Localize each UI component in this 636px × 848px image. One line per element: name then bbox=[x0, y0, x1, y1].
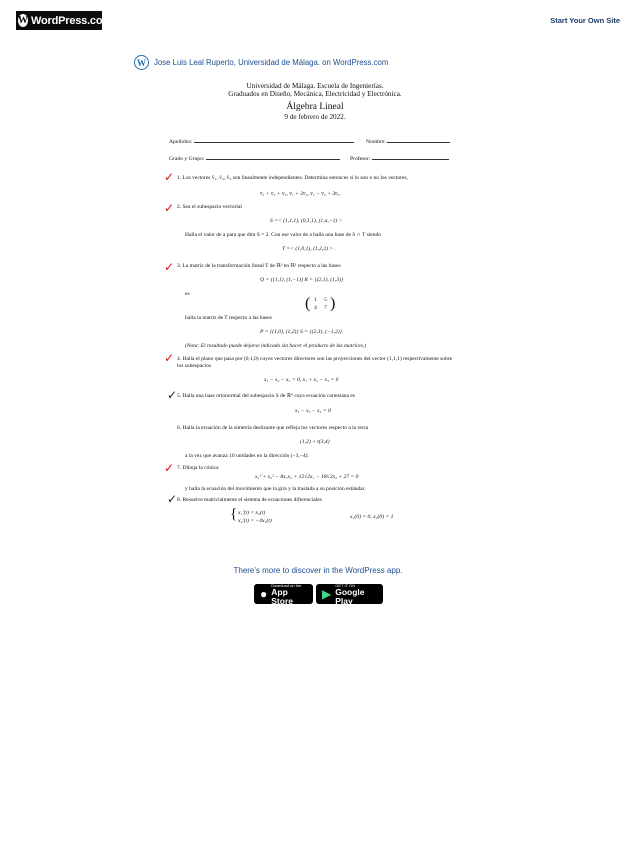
q8-equation-1: x₁′(t) = x₂(t) bbox=[238, 510, 266, 516]
question-6: 6. Halla la ecuación de la simetría deslizante que refleja los vectores respecto a la recta bbox=[177, 425, 369, 431]
google-play-icon: ▶ bbox=[322, 587, 332, 601]
question-2: 2. Sea el subespacio vectorial bbox=[177, 204, 242, 210]
nombre-blank bbox=[387, 137, 450, 143]
app-store-small-text: Download on the bbox=[271, 582, 302, 588]
q3-es: es bbox=[185, 291, 190, 297]
question-3: 3. La matriz de la transformación lineal T de ℝ² en ℝ² respecto a las bases bbox=[177, 263, 341, 269]
apellidos-field bbox=[169, 137, 354, 145]
profesor-label: Profesor: bbox=[350, 156, 371, 162]
matrix-right-paren: ) bbox=[330, 295, 336, 312]
matrix-cell: 7 bbox=[324, 305, 327, 311]
q6-text-2: a la vez que avanza 10 unidades en la dirección (−3,−4). bbox=[185, 453, 309, 459]
apellidos-label: Apellidos: bbox=[169, 139, 193, 145]
profesor-field bbox=[350, 154, 449, 162]
profesor-blank bbox=[372, 154, 449, 160]
checkmark-5: ✓ bbox=[167, 388, 178, 402]
q3-text-2: halla la matriz de T respecto a las bases bbox=[185, 315, 272, 321]
checkmark-7: ✓ bbox=[164, 461, 175, 475]
q3-equation-2: P = {(1,0), (1,2)} S = {(2,3), (−1,2)}. bbox=[260, 329, 344, 335]
checkmark-2: ✓ bbox=[164, 201, 175, 215]
matrix-cell: 5 bbox=[324, 297, 327, 303]
nombre-field bbox=[366, 137, 450, 145]
q2-text-2: Halla el valor de a para que dim S = 2. Con ese valor de a halla una base de S ∩ T siendo bbox=[185, 232, 381, 238]
app-store-label: App Store bbox=[271, 586, 293, 606]
q6-equation: (1,2) + t(3,4) bbox=[300, 439, 330, 445]
q3-equation-1: Q = {(1,1), (1,−1)} R = {(2,1), (1,3)} bbox=[260, 277, 344, 283]
matrix-cell: 4 bbox=[314, 305, 317, 311]
apellidos-blank bbox=[194, 137, 354, 143]
q8-system bbox=[230, 508, 330, 526]
question-1: 1. Los vectores v̄₁, v̄₂, v̄₃ son linealmente independientes. Determina entonces si lo son o no los vectores, bbox=[177, 175, 408, 181]
checkmark-3: ✓ bbox=[164, 260, 175, 274]
exam-date: 9 de febrero de 2022. bbox=[284, 113, 346, 121]
q2-equation-2: T =< (1,0,1), (1,2,2) > . bbox=[282, 246, 336, 252]
app-promo-message: There's more to discover in the WordPress app. bbox=[233, 566, 403, 575]
nombre-label: Nombre: bbox=[366, 139, 386, 145]
q3-matrix bbox=[305, 297, 345, 317]
google-play-small-text: GET IT ON bbox=[335, 582, 356, 588]
grado-field bbox=[169, 154, 340, 162]
q2-equation-1: S =< (1,1,1), (0,1,1), (1,a,−1) > bbox=[270, 218, 343, 224]
q8-initial-conditions: x₁(0) = 0, x₂(0) = 1 bbox=[350, 514, 394, 520]
wordpress-icon: W bbox=[18, 15, 28, 26]
matrix-cell: 1 bbox=[314, 297, 317, 303]
google-play-label: Google Play bbox=[335, 586, 365, 606]
wordpress-logo[interactable] bbox=[16, 11, 112, 30]
question-5: 5. Halla una base ortonormal del subespacio S de ℝ⁴ cuya ecuación cartesiana es bbox=[177, 393, 355, 399]
grado-blank bbox=[206, 154, 340, 160]
top-bar bbox=[0, 0, 636, 40]
question-7: 7. Dibuja la cónica bbox=[177, 465, 219, 471]
question-4: 4. Halla el plano que pasa por (0,1,0) cuyos vectores directores son las proyecciones del vector (1,1,1) respectivamente sobre los subespacios bbox=[177, 356, 453, 369]
institution-line: Universidad de Málaga. Escuela de Ingenierías. bbox=[246, 82, 384, 90]
matrix-left-paren: ( bbox=[305, 295, 311, 312]
question-8: 8. Resuelve matricialmente el sistema de ecuaciones diferenciales bbox=[177, 497, 322, 503]
exam-document bbox=[160, 80, 470, 540]
q7-text-2: y halla la ecuación del movimiento que la gira y la traslada a su posición estándar. bbox=[185, 486, 366, 492]
q8-equation-2: x₂′(t) = −4x₁(t) bbox=[238, 518, 272, 524]
checkmark-1: ✓ bbox=[164, 170, 175, 184]
wordpress-circle-icon: W bbox=[134, 55, 149, 70]
attribution bbox=[134, 55, 388, 70]
brand-name: WordPress.com bbox=[31, 14, 112, 27]
attribution-link[interactable]: Jose Luis Leal Ruperto, Universidad de Málaga. on WordPress.com bbox=[154, 58, 389, 67]
system-brace: { bbox=[230, 506, 238, 522]
grado-label: Grado y Grupo: bbox=[169, 156, 205, 162]
app-store-button[interactable] bbox=[254, 584, 313, 604]
q4-equation: x₁ − x₂ − x₃ = 0, x₁ + x₂ − x₃ = 0 bbox=[264, 377, 339, 383]
degrees-line: Graduados en Diseño, Mecánica, Electricidad y Electrónica. bbox=[228, 90, 402, 98]
q1-equation: v̄₁ + v̄₂ + v̄₃, v̄₁ + 2v̄₃, v̄₁ − v̄₂ + 3v̄₃. bbox=[260, 191, 341, 197]
q7-equation: x₁² + x₂² − 8x₁x₂ + 12√2x₁ − 18√2x₂ + 27 = 0 bbox=[255, 474, 359, 480]
start-your-own-site-link[interactable]: Start Your Own Site bbox=[550, 16, 620, 25]
checkmark-4: ✓ bbox=[164, 351, 175, 365]
q3-note: (Nota: El resultado puede dejarse indicado sin hacer el producto de las matrices.) bbox=[185, 343, 367, 349]
q5-equation: x₁ − x₃ − x₄ = 0 bbox=[295, 408, 331, 414]
apple-icon: ● bbox=[260, 587, 268, 601]
google-play-button[interactable] bbox=[316, 584, 383, 604]
exam-title: Álgebra Lineal bbox=[286, 102, 344, 112]
checkmark-8: ✓ bbox=[167, 492, 178, 506]
